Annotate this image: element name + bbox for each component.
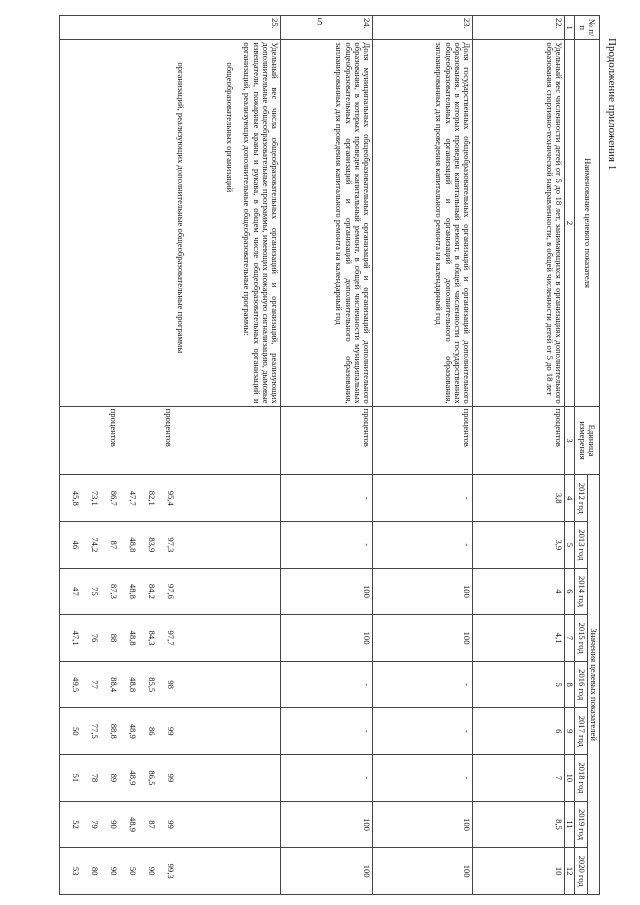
- index-cell: 3: [565, 406, 575, 475]
- value-cell: 99: [166, 773, 177, 783]
- value-cell: 88,4: [109, 677, 120, 693]
- value-cell: 78: [90, 773, 101, 783]
- header-year: 2017 год: [575, 708, 587, 755]
- indicators-table: [59, 15, 600, 895]
- value-cell: 90: [109, 866, 120, 876]
- value-cell: 90: [147, 866, 158, 876]
- index-cell: 4: [565, 475, 575, 522]
- value-cell: 10: [473, 848, 565, 895]
- value-cell: -: [281, 475, 373, 522]
- value-cell: 87: [147, 820, 158, 829]
- value-cell: 4: [473, 568, 565, 615]
- value-cell: 90: [109, 820, 120, 829]
- value-cell: 100: [281, 801, 373, 848]
- header-year: 2015 год: [575, 615, 587, 662]
- value-cell: -: [281, 755, 373, 802]
- index-cell: 12: [565, 848, 575, 895]
- value-column: [60, 708, 281, 755]
- value-cell: 8,5: [473, 801, 565, 848]
- value-cell: 50: [128, 866, 139, 876]
- value-cell: 50: [71, 726, 82, 736]
- value-cell: 83,9: [147, 537, 158, 553]
- continuation-title: Продолжение приложения 1: [606, 38, 618, 171]
- value-cell: 98: [166, 680, 177, 689]
- row-number: 23.: [373, 16, 473, 40]
- index-cell: 11: [565, 801, 575, 848]
- value-cell: 99,3: [166, 863, 177, 879]
- value-cell: 89: [109, 773, 120, 783]
- value-cell: 46: [71, 540, 82, 550]
- value-cell: 97,6: [166, 583, 177, 599]
- index-cell: 7: [565, 615, 575, 662]
- value-column: [60, 475, 281, 522]
- row-number: 22.: [473, 16, 565, 40]
- header-values: Значения целевых показателей: [587, 475, 599, 895]
- value-cell: 48,8: [128, 537, 139, 553]
- value-cell: 7: [473, 755, 565, 802]
- value-cell: 47,7: [128, 490, 139, 506]
- value-cell: 48,9: [128, 723, 139, 739]
- value-cell: 100: [373, 848, 473, 895]
- table-row: [60, 16, 281, 895]
- index-cell: 2: [565, 40, 575, 406]
- unit-cell: процентов: [281, 406, 373, 475]
- value-cell: 3,9: [473, 522, 565, 569]
- value-cell: 75: [90, 587, 101, 596]
- value-cell: -: [373, 755, 473, 802]
- indicator-name: Доля муниципальных общеобразовательных организаций и организаций дополнительного образования, в которых проведен капитальный ремонт, в общей численности муниципальных общеобразовательных организаций и организаций дополнительного образования, запланированных для проведения капитального ремонта на календарный год: [281, 40, 373, 406]
- value-cell: 52: [71, 820, 82, 829]
- value-cell: 99: [166, 726, 177, 736]
- header-year: 2013 год: [575, 522, 587, 569]
- value-cell: 48,8: [128, 630, 139, 646]
- index-cell: 1: [565, 16, 575, 40]
- index-row: [565, 16, 575, 895]
- value-cell: 77,5: [90, 723, 101, 739]
- value-cell: 97,3: [166, 537, 177, 553]
- value-cell: -: [373, 475, 473, 522]
- value-column: [60, 522, 281, 569]
- value-cell: -: [373, 522, 473, 569]
- value-cell: 79: [90, 820, 101, 829]
- unit-cell: процентов: [373, 406, 473, 475]
- value-cell: 97,7: [166, 630, 177, 646]
- value-column: [60, 568, 281, 615]
- value-cell: 53: [71, 866, 82, 876]
- value-cell: 80: [90, 866, 101, 876]
- value-cell: 100: [281, 615, 373, 662]
- value-cell: 77: [90, 680, 101, 689]
- value-cell: 100: [373, 568, 473, 615]
- sub-item-general: общеобразовательных организаций: [225, 62, 236, 193]
- value-cell: 4,1: [473, 615, 565, 662]
- value-cell: 48,8: [128, 583, 139, 599]
- unit-cell: процентов: [108, 408, 119, 447]
- value-cell: 6: [473, 708, 565, 755]
- index-cell: 5: [565, 522, 575, 569]
- unit-cell: процентов: [473, 406, 565, 475]
- value-cell: 5: [473, 661, 565, 708]
- index-cell: 6: [565, 568, 575, 615]
- value-cell: -: [281, 708, 373, 755]
- page-number: 5: [317, 16, 323, 28]
- value-cell: 49,5: [71, 677, 82, 693]
- value-cell: 48,9: [128, 816, 139, 833]
- value-column: [60, 615, 281, 662]
- value-cell: 100: [373, 615, 473, 662]
- value-cell: 86: [147, 726, 158, 736]
- value-cell: 100: [281, 568, 373, 615]
- value-cell: 84,2: [147, 583, 158, 599]
- value-cell: 48,9: [128, 770, 139, 786]
- value-cell: 48,8: [128, 677, 139, 693]
- value-cell: 100: [281, 848, 373, 895]
- unit-cell: процентов: [164, 408, 175, 447]
- indicator-name: Удельный вес численности детей от 5 до 18 лет, занимающихся в организациях дополнительного образования спортивно-технической направленности, в общей численности детей от 5 до 18 лет: [473, 40, 565, 406]
- indicator-name-block: [60, 40, 281, 406]
- value-cell: -: [281, 522, 373, 569]
- header-no: № п/п: [575, 16, 600, 40]
- value-cell: 100: [373, 801, 473, 848]
- value-cell: 85,5: [147, 677, 158, 693]
- header-year: 2014 год: [575, 568, 587, 615]
- value-cell: -: [281, 661, 373, 708]
- header-name: Наименование целевого показателя: [575, 40, 600, 406]
- value-cell: 47,1: [71, 630, 82, 646]
- table-row: [281, 16, 373, 895]
- value-cell: 86,7: [109, 490, 120, 506]
- value-cell: 87: [109, 540, 120, 550]
- value-cell: 87,3: [109, 583, 120, 599]
- value-cell: 47: [71, 587, 82, 596]
- header-year: 2016 год: [575, 661, 587, 708]
- index-cell: 8: [565, 661, 575, 708]
- value-cell: 88: [109, 633, 120, 643]
- sub-item-additional: организаций, реализующих дополнительные общеобразовательные программы: [175, 62, 186, 354]
- value-cell: -: [373, 708, 473, 755]
- header-year: 2018 год: [575, 755, 587, 802]
- row-number: 25.: [60, 16, 281, 40]
- value-cell: 86,5: [147, 770, 158, 786]
- value-cell: 74,2: [90, 537, 101, 553]
- header-unit: Единица измерения: [575, 406, 600, 475]
- header-year: 2012 год: [575, 475, 587, 522]
- value-cell: 95,4: [166, 490, 177, 506]
- value-column: [60, 755, 281, 802]
- table-row: [373, 16, 473, 895]
- value-cell: 84,3: [147, 630, 158, 646]
- value-cell: 51: [71, 773, 82, 783]
- rotated-table-wrapper: [71, 15, 600, 895]
- index-cell: 10: [565, 755, 575, 802]
- value-cell: 88,8: [109, 723, 120, 739]
- value-cell: 3,8: [473, 475, 565, 522]
- value-cell: 73,1: [90, 490, 101, 506]
- header-year: 2020 год: [575, 848, 587, 895]
- index-cell: 9: [565, 708, 575, 755]
- value-column: [60, 848, 281, 895]
- header-year: 2019 год: [575, 801, 587, 848]
- value-cell: -: [373, 661, 473, 708]
- unit-block: [60, 406, 281, 475]
- value-cell: 45,8: [71, 490, 82, 506]
- row-number: 24.: [281, 16, 373, 40]
- value-cell: 82,1: [147, 490, 158, 506]
- table-row: [473, 16, 565, 895]
- header-row-1: [587, 16, 599, 895]
- value-column: [60, 661, 281, 708]
- indicator-name: Доля государственных общеобразовательных организаций и организаций дополнительного образования, в которых проведен капитальный ремонт, в общей численности государственных общеобразовательных организаций и организаций дополнительного образования, запланированных для проведения капитального ремонта на календарный год: [373, 40, 473, 406]
- value-cell: 99: [166, 820, 177, 829]
- value-cell: 76: [90, 633, 101, 643]
- indicator-name: Удельный вес числа общеобразовательных организаций и организаций, реализующих дополнительные общеобразовательные программы, имеющих пожарную сигнализацию, дымовые извещатели, пожарные краны и рукава, в общем числе общеобразовательных организаций и организаций, реализующих дополнительные общеобразовательные программы:: [242, 42, 281, 404]
- value-column: [60, 801, 281, 848]
